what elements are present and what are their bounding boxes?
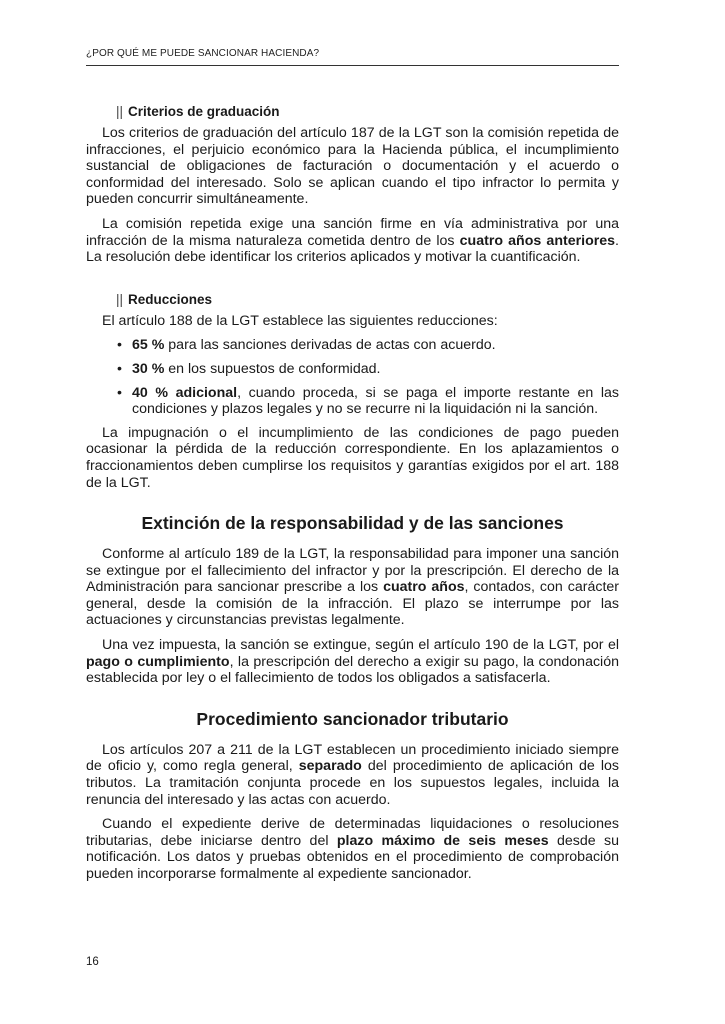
subheading-reducciones bbox=[86, 292, 619, 307]
running-header: ¿POR QUÉ ME PUEDE SANCIONAR HACIENDA? bbox=[86, 48, 320, 59]
list-item: • 65 % para las sanciones derivadas de actas con acuerdo. bbox=[116, 337, 619, 354]
subheading-criterios-text: Criterios de graduación bbox=[128, 104, 280, 119]
paragraph-criterios-1: Los criterios de graduación del artículo 187 de la LGT son la comisión repetida de infracciones, el perjuicio económico para la Hacienda pública, el incumplimiento sustancial de obligaciones de facturación o documentación y el acuerdo o conformidad del interesado. Solo se aplican cuando el tipo infractor lo permita y pueden concurrir simultáneamente. bbox=[86, 125, 619, 208]
subheading-reducciones-text: Reducciones bbox=[128, 291, 213, 307]
paragraph-reducciones-intro: El artículo 188 de la LGT establece las siguientes reducciones: bbox=[102, 312, 498, 329]
heading-procedimiento: Procedimiento sancionador tributario bbox=[196, 708, 509, 729]
section-bars-mark: || bbox=[116, 291, 124, 307]
reducciones-list bbox=[86, 337, 619, 417]
list-item: • 40 % adicional, cuando proceda, si se paga el importe restante en las condiciones y plazos legales y no se recurre ni la liquidación ni la sanción. bbox=[116, 385, 619, 418]
paragraph-extincion-1: Conforme al artículo 189 de la LGT, la responsabilidad para imponer una sanción se extingue por el fallecimiento del infractor y por la prescripción. El derecho de la Administración para sancionar prescribe a los cuatro años, contados, con carácter general, desde la comisión de la infracción. El plazo se interrumpe por las actuaciones y circunstancias previstas legalmente. bbox=[86, 546, 619, 629]
paragraph-procedimiento-2: Cuando el expediente derive de determinadas liquidaciones o resoluciones tributarias, debe iniciarse dentro del plazo máximo de seis meses desde su notificación. Los datos y pruebas obtenidos en el procedimiento de comprobación pueden incorporarse formalmente al expediente sancionador. bbox=[86, 816, 619, 882]
paragraph-extincion-2: Una vez impuesta, la sanción se extingue, según el artículo 190 de la LGT, por el pago o cumplimiento, la prescripción del derecho a exigir su pago, la condonación establecida por ley o el fallecimiento de todos los obligados a satisfacerla. bbox=[86, 637, 619, 687]
heading-extincion: Extinción de la responsabilidad y de las sanciones bbox=[141, 513, 564, 534]
page-body bbox=[86, 104, 619, 891]
paragraph-reducciones-after: La impugnación o el incumplimiento de las condiciones de pago pueden ocasionar la pérdida de la reducción correspondiente. En los aplazamientos o fraccionamientos deben cumplirse los requisitos y garantías exigidos por el art. 188 de la LGT. bbox=[86, 424, 619, 491]
page-number: 16 bbox=[86, 956, 99, 968]
paragraph-criterios-2: La comisión repetida exige una sanción firme en vía administrativa por una infracción de la misma naturaleza cometida dentro de los cuatro años anteriores. La resolución debe identificar los criterios aplicados y motivar la cuantificación. bbox=[86, 215, 619, 266]
subheading-criterios bbox=[86, 104, 619, 119]
header-rule bbox=[86, 65, 619, 66]
section-bars-mark: || bbox=[116, 104, 124, 119]
paragraph-procedimiento-1: Los artículos 207 a 211 de la LGT establecen un procedimiento iniciado siempre de oficio y, como regla general, separado del procedimiento de aplicación de los tributos. La tramitación conjunta procede en los supuestos legales, incluida la renuncia del interesado y las actas con acuerdo. bbox=[86, 741, 619, 808]
list-item: • 30 % en los supuestos de conformidad. bbox=[116, 361, 619, 378]
